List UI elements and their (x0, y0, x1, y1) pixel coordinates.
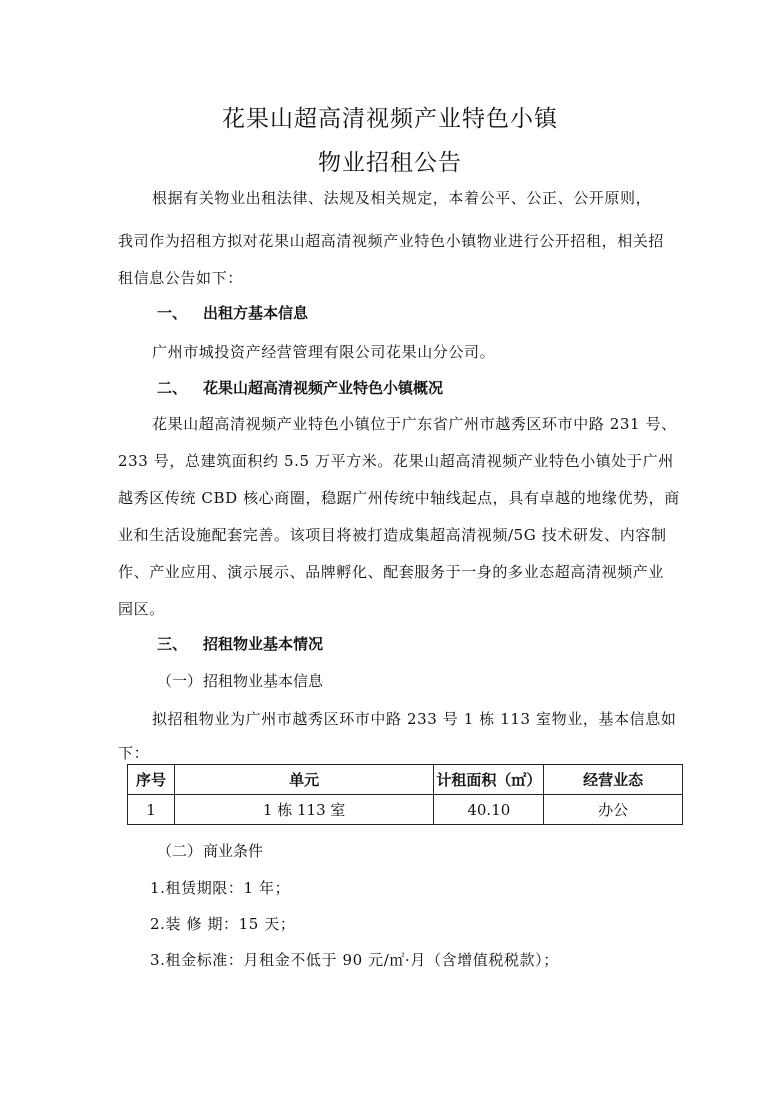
subsection1-number: （一） (157, 672, 203, 690)
section3-number: 三、 (157, 635, 188, 653)
section2-line: 园区。 (118, 600, 165, 618)
section2-line: 花果山超高清视频产业特色小镇位于广东省广州市越秀区环市中路 231 号、 (152, 415, 677, 433)
section1-title: 出租方基本信息 (203, 304, 309, 322)
section2-line: 作、产业应用、演示展示、品牌孵化、配套服务于一身的多业态超高清视频产业 (118, 563, 665, 581)
document-title-line2: 物业招租公告 (318, 150, 462, 176)
section1-heading (157, 302, 308, 323)
table-header-cell: 计租面积（㎡） (434, 765, 544, 795)
section2-line: 越秀区传统 CBD 核心商圈，稳踞广州传统中轴线起点，具有卓越的地缘优势，商 (118, 489, 680, 507)
section2-number: 二、 (157, 379, 188, 397)
condition-item: 2.装 修 期：15 天； (150, 915, 296, 933)
section2-line: 233 号，总建筑面积约 5.5 万平方米。花果山超高清视频产业特色小镇处于广州 (118, 452, 674, 470)
intro-line3: 租信息公告如下： (118, 269, 243, 287)
intro-line2: 我司作为招租方拟对花果山超高清视频产业特色小镇物业进行公开招租，相关招 (118, 232, 665, 250)
section1-body: 广州市城投资产经营管理有限公司花果山分公司。 (152, 343, 496, 361)
section2-heading (157, 377, 443, 398)
section1-number: 一、 (157, 304, 188, 322)
table-cell-area: 40.10 (434, 795, 544, 825)
section2-title: 花果山超高清视频产业特色小镇概况 (203, 379, 444, 397)
table-header-cell: 单元 (174, 765, 433, 795)
section3-title: 招租物业基本情况 (203, 635, 324, 653)
section3-heading (157, 633, 323, 654)
condition-item: 1.租赁期限：1 年； (150, 879, 291, 897)
subsection1-title: 招租物业基本信息 (203, 672, 324, 690)
subsection2-heading (157, 840, 263, 861)
table-row (128, 795, 683, 825)
subsection1-body-line1: 拟招租物业为广州市越秀区环市中路 233 号 1 栋 113 室物业，基本信息如 (152, 710, 677, 728)
table-cell-usage: 办公 (544, 795, 683, 825)
subsection1-heading (157, 670, 323, 691)
condition-item: 3.租金标准：月租金不低于 90 元/㎡·月（含增值税税款）； (150, 951, 559, 969)
document-title-line1: 花果山超高清视频产业特色小镇 (222, 106, 558, 132)
table-header-row (128, 765, 683, 795)
subsection2-number: （二） (157, 842, 203, 860)
table-cell-serial: 1 (128, 795, 175, 825)
subsection1-body-line2: 下： (118, 744, 150, 762)
intro-line1: 根据有关物业出租法律、法规及相关规定，本着公平、公正、公开原则， (152, 189, 652, 207)
section2-line: 业和生活设施配套完善。该项目将被打造成集超高清视频/5G 技术研发、内容制 (118, 526, 667, 544)
table-cell-unit: 1 栋 113 室 (174, 795, 433, 825)
property-info-table (127, 764, 683, 825)
table-header-cell: 序号 (128, 765, 175, 795)
table-header-cell: 经营业态 (544, 765, 683, 795)
subsection2-title: 商业条件 (203, 842, 264, 860)
